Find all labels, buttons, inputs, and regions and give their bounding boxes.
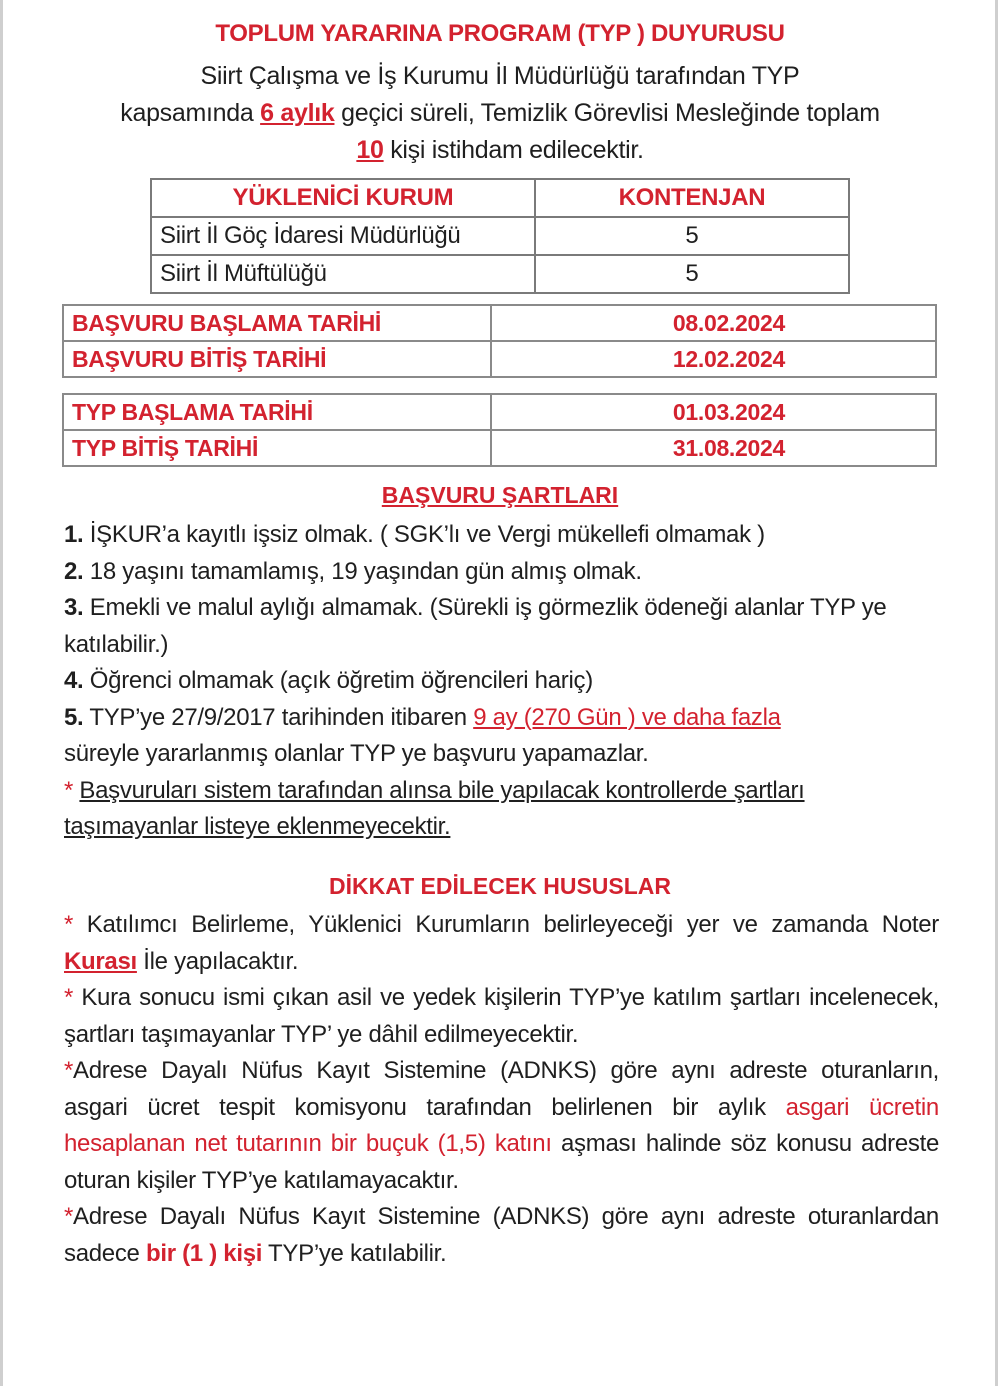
asterisk-icon: * [64, 911, 74, 938]
item-number: 2. [64, 557, 84, 585]
requirement-note [64, 773, 854, 846]
consideration-item [64, 1199, 939, 1272]
requirements-list [64, 517, 939, 846]
item-text: Adrese Dayalı Nüfus Kayıt Sistemine (ADNKS) göre aynı adreste oturanlardan sadece [64, 1203, 939, 1267]
date-value: 31.08.2024 [491, 430, 936, 466]
item-text: süreyle yararlanmış olanlar TYP ye başvuru yapamazlar. [64, 740, 649, 767]
intro-text: kişi istihdam edilecektir. [383, 136, 644, 164]
considerations-list [64, 907, 939, 1272]
date-row [63, 341, 936, 377]
item-text: TYP’ye 27/9/2017 tarihinden itibaren [83, 703, 474, 731]
asterisk-icon: * [64, 1057, 74, 1084]
program-dates-table [62, 393, 937, 467]
item-text: Öğrenci olmamak (açık öğretim öğrencileri hariç) [83, 667, 593, 694]
requirement-item [64, 554, 939, 591]
intro-line-3 [60, 132, 940, 169]
date-row [63, 305, 936, 341]
quota-table [150, 178, 850, 294]
date-value: 08.02.2024 [491, 305, 936, 341]
item-text: İŞKUR’a kayıtlı işsiz olmak. ( SGK’lı ve Vergi mükellefi olmamak ) [83, 521, 765, 548]
date-label: BAŞVURU BİTİŞ TARİHİ [63, 341, 491, 377]
duration-limit-highlight: 9 ay (270 Gün ) ve daha fazla [473, 703, 781, 731]
table-row [151, 217, 849, 255]
lottery-highlight: Kurası [64, 947, 137, 975]
intro-line-2 [60, 95, 940, 132]
income-limit-highlight: asgari ücretin hesaplanan net tutarının bir buçuk (1,5) katını [64, 1093, 939, 1157]
item-text: Katılımcı Belirleme, Yüklenici Kurumların belirleyeceği yer ve zamanda Noter [73, 911, 939, 938]
item-text: 18 yaşını tamamlamış, 19 yaşından gün almış olmak. [83, 557, 642, 585]
intro-paragraph [60, 58, 940, 169]
asterisk-icon: * [64, 1203, 74, 1230]
quota-cell: 5 [535, 255, 849, 293]
item-text: Adrese Dayalı Nüfus Kayıt Sistemine (ADNKS) göre aynı adreste oturanların, asgari ücret tespit komisyonu tarafından belirlenen bir aylık [64, 1057, 939, 1121]
consideration-item [64, 907, 939, 980]
date-value: 01.03.2024 [491, 394, 936, 430]
requirements-heading: BAŞVURU ŞARTLARI [381, 482, 619, 508]
item-number: 4. [64, 667, 84, 694]
one-person-highlight: bir (1 ) kişi [145, 1239, 263, 1267]
count-highlight: 10 [356, 136, 384, 164]
item-number: 5. [64, 703, 84, 731]
date-row [63, 430, 936, 466]
considerations-heading: DİKKAT EDİLECEK HUSUSLAR [328, 873, 672, 899]
requirement-item [64, 517, 939, 554]
item-text: Kura sonucu ismi çıkan asil ve yedek kişilerin TYP’ye katılım şartları incelenecek, şartları taşımayanlar TYP’ ye dâhil edilmeyecektir. [64, 984, 939, 1048]
duration-highlight: 6 aylık [260, 99, 335, 127]
consideration-item [64, 980, 939, 1053]
header-quota: KONTENJAN [535, 179, 849, 217]
item-text: TYP’ye katılabilir. [262, 1239, 447, 1267]
item-number: 1. [64, 521, 84, 548]
intro-line-1: Siirt Çalışma ve İş Kurumu İl Müdürlüğü tarafından TYP [200, 62, 800, 90]
consideration-item [64, 1053, 939, 1199]
header-institution: YÜKLENİCİ KURUM [151, 179, 535, 217]
item-text: aşması halinde söz konusu adreste oturan kişiler TYP’ye katılamayacaktır. [64, 1130, 940, 1194]
date-label: TYP BAŞLAMA TARİHİ [63, 394, 491, 430]
asterisk-icon: * [64, 984, 74, 1011]
item-text: İle yapılacaktır. [136, 947, 299, 975]
note-text: Başvuruları sistem tarafından alınsa bile yapılacak kontrollerde şartları taşımayanlar listeye eklenmeyecektir. [64, 776, 805, 840]
table-row [151, 255, 849, 293]
date-label: TYP BİTİŞ TARİHİ [63, 430, 491, 466]
intro-text: kapsamında [120, 99, 261, 127]
application-dates-table [62, 304, 937, 378]
requirement-item [64, 663, 939, 700]
announcement-title: TOPLUM YARARINA PROGRAM (TYP ) DUYURUSU [215, 20, 785, 47]
date-row [63, 394, 936, 430]
asterisk-icon: * [64, 776, 74, 804]
date-value: 12.02.2024 [491, 341, 936, 377]
institution-cell: Siirt İl Göç İdaresi Müdürlüğü [151, 217, 535, 255]
intro-text: geçici süreli, Temizlik Görevlisi Mesleğinde toplam [334, 99, 880, 127]
requirement-item [64, 700, 939, 773]
date-label: BAŞVURU BAŞLAMA TARİHİ [63, 305, 491, 341]
institution-cell: Siirt İl Müftülüğü [151, 255, 535, 293]
quota-table-header [151, 179, 849, 217]
item-text: Emekli ve malul aylığı almamak. (Sürekli iş görmezlik ödeneği alanlar TYP ye katılabilir.) [64, 594, 887, 658]
requirement-item [64, 590, 939, 663]
quota-cell: 5 [535, 217, 849, 255]
item-number: 3. [64, 594, 84, 621]
